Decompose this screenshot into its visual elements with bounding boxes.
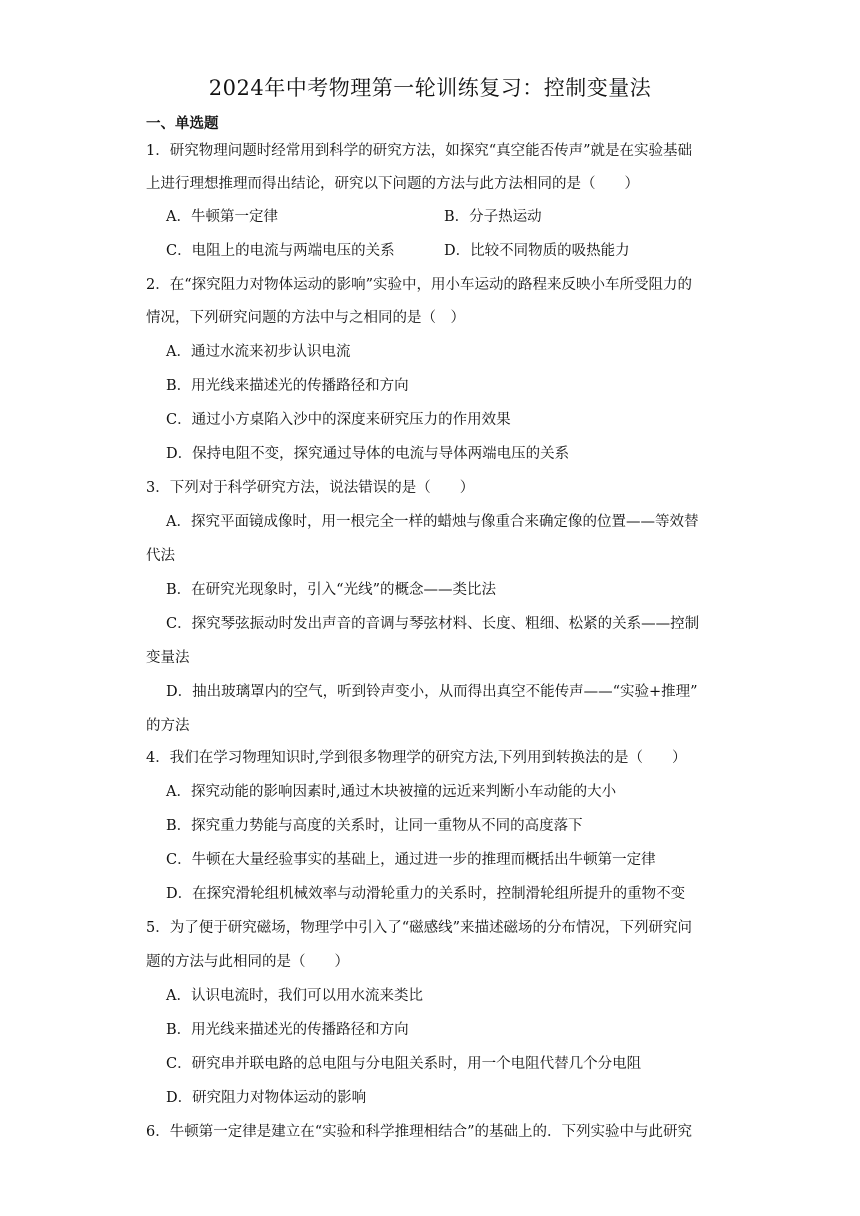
page-title: 2024年中考物理第一轮训练复习：控制变量法 xyxy=(208,76,652,100)
section-heading: 一、单选题 xyxy=(146,116,219,132)
question-1-text-cont: 上进行理想推理而得出结论，研究以下问题的方法与此方法相同的是（ ） xyxy=(146,176,639,192)
question-3-text: 3．下列对于科学研究方法，说法错误的是（ ） xyxy=(146,480,475,496)
question-2-option-c: C．通过小方桌陷入沙中的深度来研究压力的作用效果 xyxy=(166,412,511,428)
question-3-option-a: A．探究平面镜成像时，用一根完全一样的蜡烛与像重合来确定像的位置——等效替 xyxy=(166,514,699,530)
question-4-text: 4．我们在学习物理知识时,学到很多物理学的研究方法,下列用到转换法的是（ ） xyxy=(146,750,687,766)
question-4-option-b: B．探究重力势能与高度的关系时，让同一重物从不同的高度落下 xyxy=(166,818,583,834)
question-1-text: 1．研究物理问题时经常用到科学的研究方法，如探究“真空能否传声”就是在实验基础 xyxy=(146,143,693,159)
question-4-option-a: A．探究动能的影响因素时,通过木块被撞的远近来判断小车动能的大小 xyxy=(166,784,617,800)
question-5-option-a: A．认识电流时，我们可以用水流来类比 xyxy=(166,988,423,1004)
question-5-option-c: C．研究串并联电路的总电阻与分电阻关系时，用一个电阻代替几个分电阻 xyxy=(166,1056,642,1072)
question-2-text-cont: 情况，下列研究问题的方法中与之相同的是（ ） xyxy=(146,310,465,326)
question-2-text: 2．在“探究阻力对物体运动的影响”实验中，用小车运动的路程来反映小车所受阻力的 xyxy=(146,277,693,293)
question-5-text-cont: 题的方法与此相同的是（ ） xyxy=(146,954,349,970)
question-2-option-b: B．用光线来描述光的传播路径和方向 xyxy=(166,378,409,394)
question-1-option-b: B．分子热运动 xyxy=(444,209,542,225)
question-3-option-d: D．抽出玻璃罩内的空气，听到铃声变小，从而得出真空不能传声——“实验+推理” xyxy=(166,684,698,700)
question-3-option-d-cont: 的方法 xyxy=(146,718,190,734)
question-5-option-d: D．研究阻力对物体运动的影响 xyxy=(166,1090,367,1106)
question-1-option-d: D．比较不同物质的吸热能力 xyxy=(444,243,630,259)
question-2-option-a: A．通过水流来初步认识电流 xyxy=(166,344,351,360)
question-1-option-c: C．电阻上的电流与两端电压的关系 xyxy=(166,243,395,259)
question-3-option-b: B．在研究光现象时，引入“光线”的概念——类比法 xyxy=(166,582,496,598)
question-3-option-c-cont: 变量法 xyxy=(146,650,190,666)
question-4-option-c: C．牛顿在大量经验事实的基础上，通过进一步的推理而概括出牛顿第一定律 xyxy=(166,852,656,868)
question-1-option-a: A．牛顿第一定律 xyxy=(166,209,278,225)
question-5-text: 5．为了便于研究磁场，物理学中引入了“磁感线”来描述磁场的分布情况，下列研究问 xyxy=(146,920,693,936)
question-2-option-d: D．保持电阻不变，探究通过导体的电流与导体两端电压的关系 xyxy=(166,446,570,462)
question-3-option-c: C．探究琴弦振动时发出声音的音调与琴弦材料、长度、粗细、松紧的关系——控制 xyxy=(166,616,700,632)
question-4-option-d: D．在探究滑轮组机械效率与动滑轮重力的关系时，控制滑轮组所提升的重物不变 xyxy=(166,886,686,902)
question-6-text: 6．牛顿第一定律是建立在“实验和科学推理相结合”的基础上的．下列实验中与此研究 xyxy=(146,1124,693,1140)
question-3-option-a-cont: 代法 xyxy=(146,548,175,564)
question-5-option-b: B．用光线来描述光的传播路径和方向 xyxy=(166,1022,409,1038)
